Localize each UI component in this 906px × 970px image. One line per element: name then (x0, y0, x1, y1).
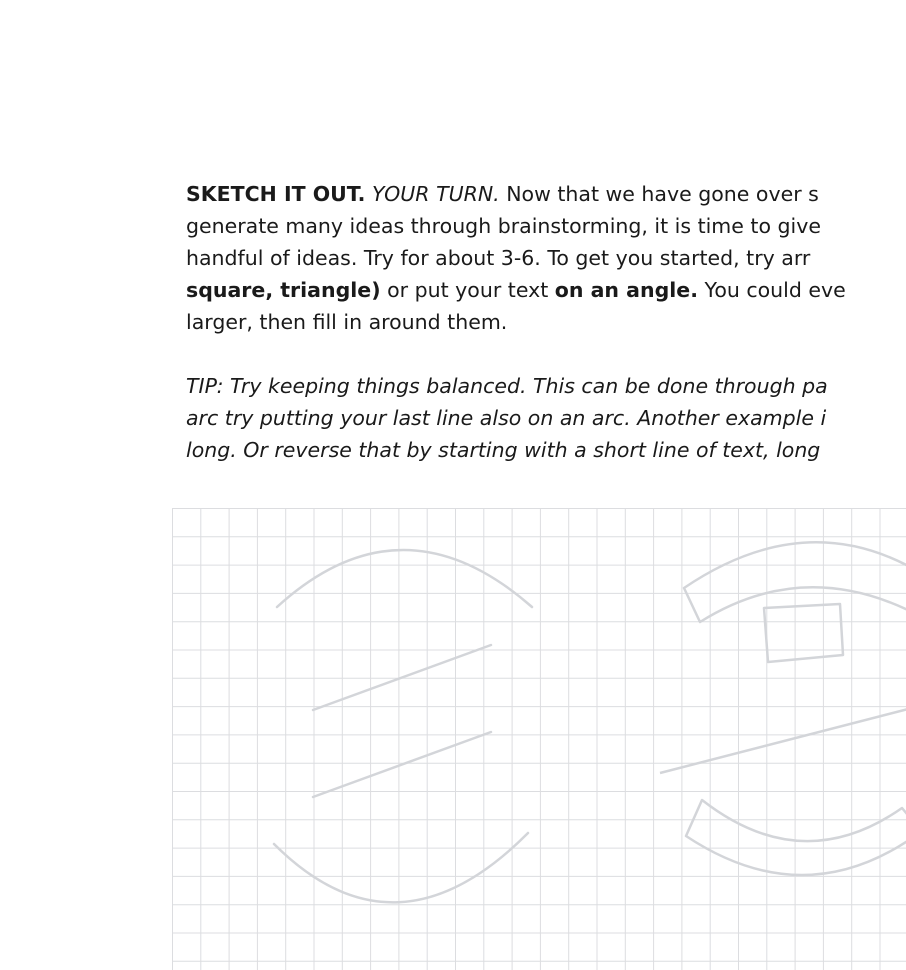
instruction-text-4: or put your text (387, 278, 549, 302)
angled-line-1 (313, 645, 491, 710)
angled-line-2 (313, 732, 491, 797)
tip-line-3: long. Or reverse that by starting with a short line of text, long (186, 438, 821, 462)
heading-your-turn: YOUR TURN. (372, 182, 500, 206)
heading-sketch-it-out: SKETCH IT OUT. (186, 182, 366, 206)
tip-line-1: TIP: Try keeping things balanced. This can be done through pa (186, 374, 828, 398)
sketch-example-left (274, 550, 532, 902)
sketch-grid (172, 508, 906, 970)
emphasis-angle: on an angle. (554, 278, 698, 302)
instruction-line-3: handful of ideas. Try for about 3-6. To get you started, try arr (186, 246, 811, 270)
emphasis-shapes: square, triangle) (186, 278, 381, 302)
tip-line-2: arc try putting your last line also on an arc. Another example i (186, 406, 827, 430)
bottom-arc (274, 833, 528, 902)
instruction-line-1 (186, 178, 906, 210)
bottom-arc-band (686, 800, 906, 875)
instruction-text-4b: You could eve (704, 278, 846, 302)
top-arc (277, 550, 532, 607)
small-rectangle (764, 604, 843, 662)
instruction-text-1: Now that we have gone over s (506, 182, 819, 206)
instruction-line-5: larger, then fill in around them. (186, 310, 508, 334)
instruction-line-2: generate many ideas through brainstorming, it is time to give (186, 214, 821, 238)
sketch-example-right (660, 542, 906, 875)
instruction-line-4 (186, 274, 906, 306)
instructions-text (186, 178, 906, 466)
